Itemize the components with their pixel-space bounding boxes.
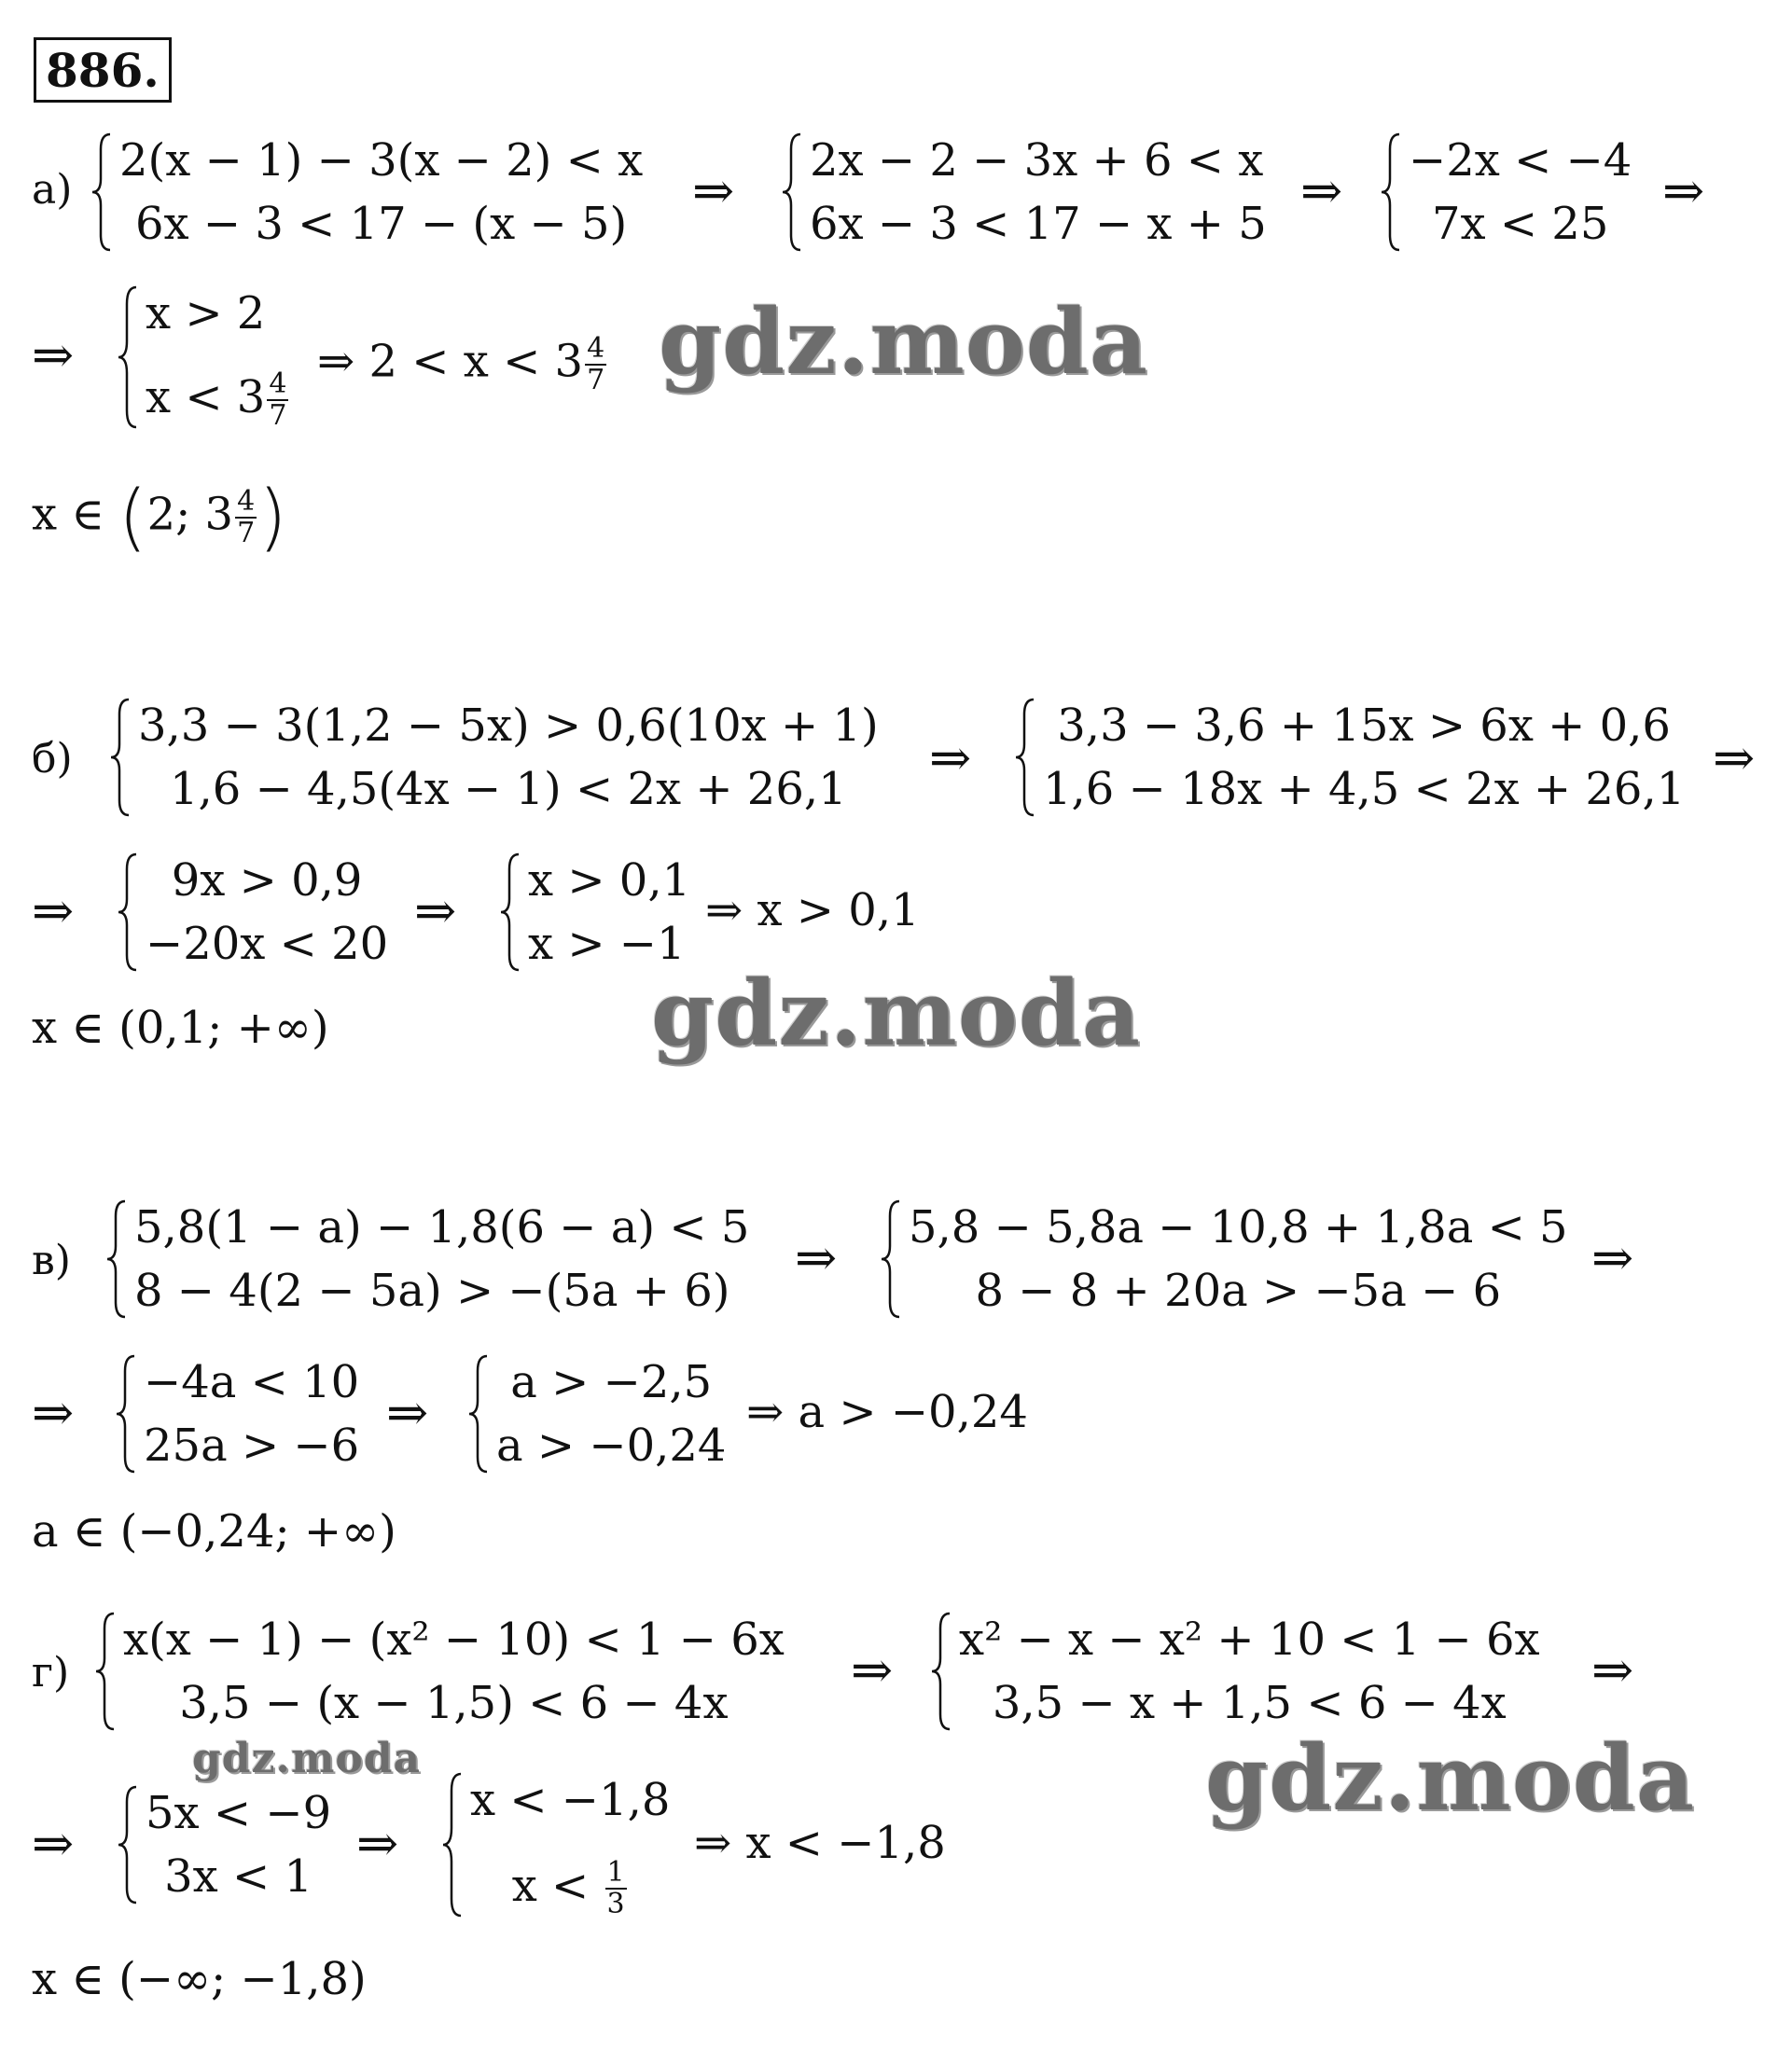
part-b-system-1 (108, 696, 879, 819)
brace-icon (1379, 131, 1403, 254)
brace-icon (104, 1198, 129, 1321)
system-row: 5,8(1 − a) − 1,8(6 − a) < 5 (134, 1201, 750, 1254)
system-row: x > 2 (146, 287, 266, 339)
system-row: x > 0,1 (528, 854, 691, 907)
brace-icon (90, 131, 114, 254)
brace-icon (929, 1610, 953, 1733)
system-row: 6x − 3 < 17 − x + 5 (810, 198, 1267, 250)
system-row: 3,5 − x + 1,5 < 6 − 4x (992, 1677, 1507, 1729)
system-row (470, 1856, 670, 1920)
system-row-text: x < (511, 1859, 604, 1912)
implies-arrow: ⇒ (851, 1641, 894, 1699)
system-row: 3,3 − 3(1,2 − 5x) > 0,6(10x + 1) (138, 699, 879, 752)
part-a-system-3 (1379, 131, 1632, 254)
part-a-system-2 (780, 131, 1267, 254)
system-row: 25a > −6 (144, 1420, 360, 1472)
implies-arrow: ⇒ (1300, 161, 1343, 220)
right-paren-icon: ) (258, 476, 287, 560)
part-b-conclusion: ⇒ x > 0,1 (705, 884, 920, 936)
system-row: 3,5 − (x − 1,5) < 6 − 4x (179, 1677, 729, 1729)
implies-arrow: ⇒ (32, 1814, 75, 1873)
brace-icon (440, 1770, 465, 1919)
implies-arrow: ⇒ (32, 881, 75, 940)
part-v-system-2 (879, 1198, 1568, 1321)
fraction-denominator: 7 (269, 399, 287, 432)
fraction-denominator: 7 (587, 364, 605, 396)
part-v-answer: a ∈ (−0,24; +∞) (32, 1505, 396, 1558)
watermark-logo: gdz.moda (192, 1735, 422, 1782)
system-row: 8 − 4(2 − 5a) > −(5a + 6) (134, 1265, 730, 1317)
brace-icon (114, 1352, 138, 1475)
system-row: −20x < 20 (146, 918, 389, 970)
system-row: 1,6 − 4,5(4x − 1) < 2x + 26,1 (169, 763, 847, 815)
implies-arrow: ⇒ (1713, 728, 1756, 787)
fraction-numerator: 4 (237, 485, 256, 518)
implies-arrow: ⇒ (1662, 161, 1705, 220)
part-a-label: а) (32, 166, 73, 214)
system-row: 2(x − 1) − 3(x − 2) < x (119, 134, 644, 187)
part-b-system-2 (1013, 696, 1685, 819)
system-row: a > −0,24 (496, 1420, 727, 1472)
part-a-system-4 (116, 284, 290, 431)
system-row: 3,3 − 3,6 + 15x > 6x + 0,6 (1057, 699, 1671, 752)
fraction-denominator: 7 (237, 517, 256, 549)
system-row: 8 − 8 + 20a > −5a − 6 (975, 1265, 1502, 1317)
system-row: 7x < 25 (1431, 198, 1609, 250)
part-g-label: г) (32, 1649, 70, 1697)
fraction-numerator: 4 (587, 332, 605, 365)
conclusion-text: ⇒ 2 < x < 3 (317, 335, 584, 388)
watermark-logo: gdz.moda (659, 289, 1149, 395)
brace-icon (498, 851, 522, 974)
fraction (585, 334, 606, 395)
system-row: a > −2,5 (510, 1356, 713, 1408)
part-v-system-3 (114, 1352, 359, 1475)
system-row: 6x − 3 < 17 − (x − 5) (134, 198, 628, 250)
system-row: 5,8 − 5,8a − 10,8 + 1,8a < 5 (909, 1201, 1568, 1254)
implies-arrow: ⇒ (1591, 1228, 1634, 1287)
implies-arrow: ⇒ (414, 881, 457, 940)
fraction (605, 1858, 627, 1919)
part-b-system-3 (116, 851, 388, 974)
brace-icon (116, 851, 140, 974)
implies-arrow: ⇒ (356, 1814, 399, 1873)
system-row: 3x < 1 (164, 1850, 313, 1903)
fraction (267, 369, 288, 431)
part-b-system-4 (498, 851, 690, 974)
system-row: 9x > 0,9 (171, 854, 363, 907)
system-row: −2x < −4 (1409, 134, 1632, 187)
part-v-label: в) (32, 1237, 71, 1284)
system-row: x > −1 (528, 918, 686, 970)
system-row: 1,6 − 18x + 4,5 < 2x + 26,1 (1043, 763, 1686, 815)
part-g-system-1 (93, 1610, 785, 1733)
watermark-logo: gdz.moda (651, 961, 1142, 1066)
part-v-system-4 (466, 1352, 726, 1475)
brace-icon (780, 131, 804, 254)
brace-icon (108, 696, 132, 819)
implies-arrow: ⇒ (386, 1383, 429, 1442)
system-row-text: x < 3 (146, 370, 266, 423)
implies-arrow: ⇒ (795, 1228, 838, 1287)
brace-icon (466, 1352, 491, 1475)
system-row: 2x − 2 − 3x + 6 < x (810, 134, 1264, 187)
brace-icon (879, 1198, 903, 1321)
watermark-logo: gdz.moda (1205, 1725, 1696, 1831)
fraction-denominator: 3 (606, 1888, 625, 1920)
part-a-answer (32, 476, 287, 560)
part-b-label: б) (32, 735, 73, 783)
part-v-conclusion: ⇒ a > −0,24 (746, 1386, 1028, 1438)
part-v-system-1 (104, 1198, 749, 1321)
system-row: 5x < −9 (146, 1787, 332, 1839)
part-g-system-2 (929, 1610, 1540, 1733)
system-row: x < −1,8 (470, 1774, 671, 1826)
part-b-answer: x ∈ (0,1; +∞) (32, 1002, 329, 1054)
part-g-conclusion: ⇒ x < −1,8 (694, 1817, 946, 1869)
part-a-system-1 (90, 131, 643, 254)
implies-arrow: ⇒ (32, 326, 75, 384)
brace-icon (116, 284, 140, 431)
part-g-answer: x ∈ (−∞; −1,8) (32, 1953, 367, 2005)
answer-prefix: x ∈ (32, 488, 119, 541)
problem-number: 886. (34, 37, 172, 103)
brace-icon (1013, 696, 1037, 819)
left-paren-icon: ( (118, 476, 147, 560)
implies-arrow: ⇒ (692, 161, 735, 220)
system-row: x² − x − x² + 10 < 1 − 6x (959, 1614, 1540, 1666)
fraction-numerator: 4 (269, 367, 287, 400)
fraction (235, 487, 257, 548)
fraction-numerator: 1 (606, 1856, 625, 1889)
part-g-system-3 (116, 1783, 331, 1906)
system-row: x(x − 1) − (x² − 10) < 1 − 6x (123, 1614, 785, 1666)
brace-icon (116, 1783, 140, 1906)
implies-arrow: ⇒ (32, 1383, 75, 1442)
brace-icon (93, 1610, 118, 1733)
system-row (146, 367, 290, 432)
implies-arrow: ⇒ (1591, 1641, 1634, 1699)
system-row: −4a < 10 (144, 1356, 360, 1408)
part-g-system-4 (440, 1770, 670, 1919)
part-a-conclusion (317, 334, 608, 395)
answer-body: 2; 3 (146, 488, 234, 541)
implies-arrow: ⇒ (929, 728, 972, 787)
